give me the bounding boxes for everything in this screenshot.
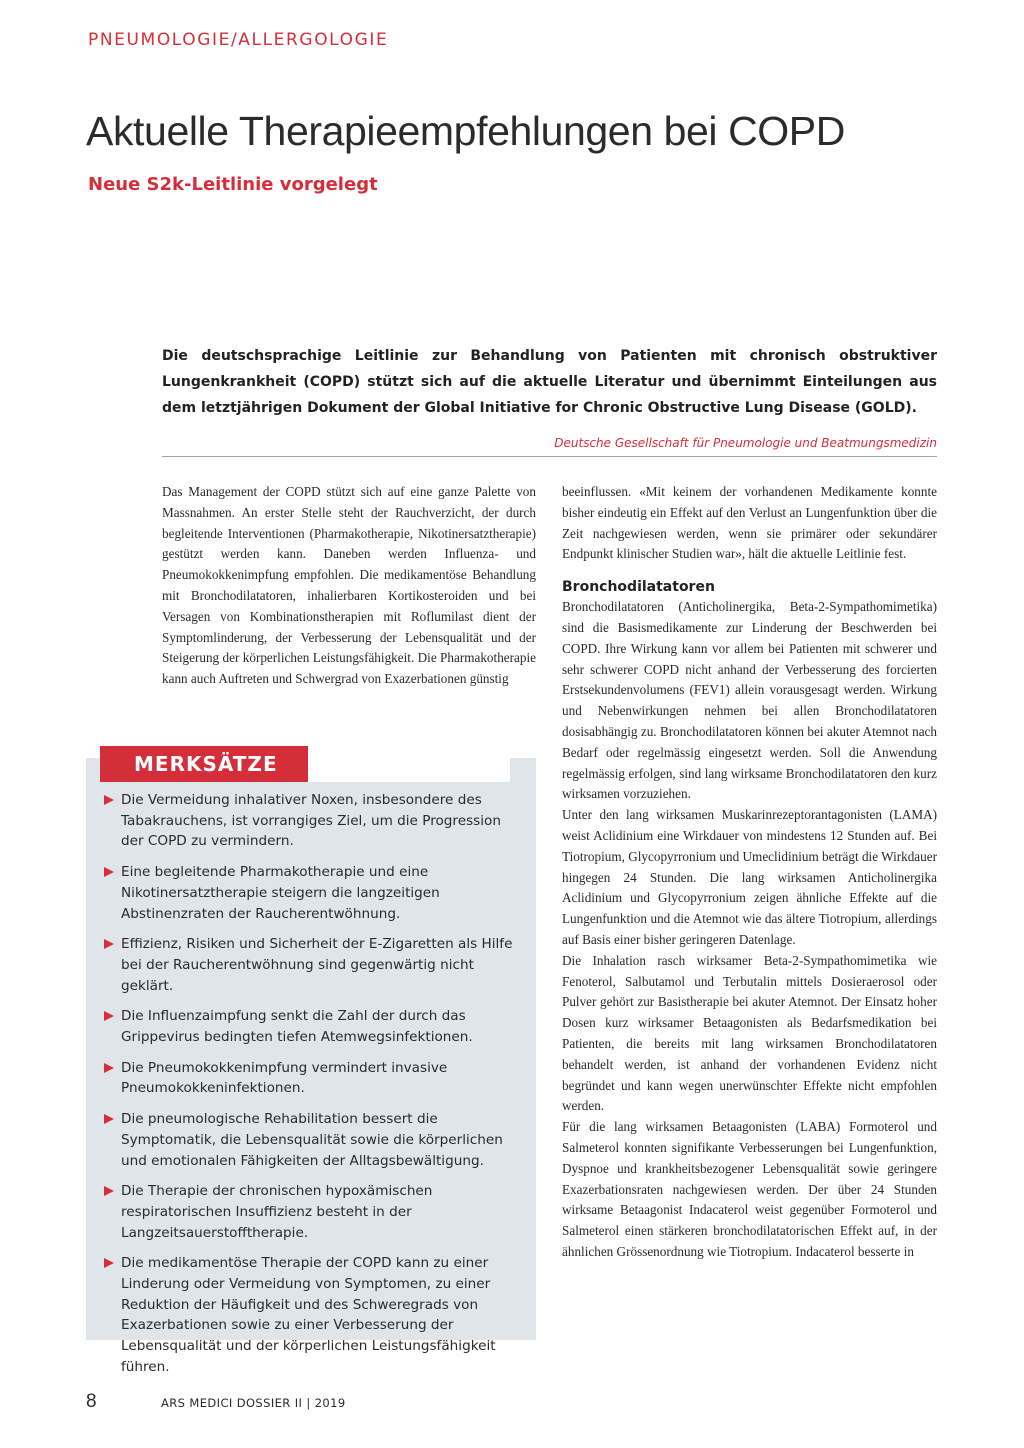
list-item: Effizienz, Risiken und Sicherheit der E-Zigaretten als Hilfe bei der Raucherentwöhnung sind gegenwärtig nicht geklärt. xyxy=(104,934,524,996)
list-item: Die Pneumokokkenimpfung vermindert invasive Pneumokokkeninfektionen. xyxy=(104,1058,524,1099)
list-item: Die medikamentöse Therapie der COPD kann zu einer Linderung oder Vermeidung von Symptomen, zu einer Reduktion der Häufigkeit und des Schweregrads von Exazerbationen sowie zu einer Verbesserung der Lebensqualität und der körperlichen Leistungsfähigkeit führen. xyxy=(104,1253,524,1377)
merksaetze-list xyxy=(104,790,524,1388)
triangle-bullet-icon xyxy=(104,795,114,805)
body-paragraph: beeinflussen. «Mit keinem der vorhandenen Medikamente konnte bisher eindeutig ein Effekt auf den Verlust an Lungenfunktion über die Zeit nachgewiesen werden, wenn sie primärer oder sekundärer Endpunkt klinischer Studien war», hält die aktuelle Leitlinie fest. xyxy=(562,484,937,562)
triangle-bullet-icon xyxy=(104,1186,114,1196)
triangle-bullet-icon xyxy=(104,867,114,877)
divider xyxy=(162,456,937,457)
list-item: Die Therapie der chronischen hypoxämischen respiratorischen Insuffizienz besteht in der Langzeitsauerstofftherapie. xyxy=(104,1181,524,1243)
lead-source: Deutsche Gesellschaft für Pneumologie und Beatmungsmedizin xyxy=(554,436,937,450)
body-paragraph: Für die lang wirksamen Betaagonisten (LABA) Formoterol und Salmeterol konnten signifikante Verbesserungen bei Lungenfunktion, Dyspnoe und krankheitsbezogener Lebensqualität sowie geringere Exazerbationsraten nachgewiesen werden. Der über 24 Stunden wirksame Betaagonist Indacaterol weist gegenüber Formoterol und Salmeterol einen stärkeren bronchodilatatorischen Effekt auf, in der ähnlichen Grössenordnung wie Tiotropium. Indacaterol besserte in xyxy=(562,1119,937,1259)
section-heading: Bronchodilatatoren xyxy=(562,579,715,596)
section-label: PNEUMOLOGIE/ALLERGOLOGIE xyxy=(88,30,389,50)
body-paragraph: Bronchodilatatoren (Anticholinergika, Beta-2-Sympathomimetika) sind die Basismedikamente zur Linderung der Beschwerden bei COPD. Ihre Wirkung kann vor allem bei Patienten mit schwerer und sehr schwerer COPD nicht anhand der Verbesserung des forcierten Erstsekundenvolumens (FEV1) allein vorausgesagt werden. Wirkung und Nebenwirkungen nehmen bei allen Bronchodilatatoren dosisabhängig zu. Bronchodilatatoren können bei akuter Atemnot nach Bedarf oder regelmässig eingesetzt werden. Soll die Anwendung regelmässig erfolgen, sind lang wirksame Bronchodilatatoren den kurz wirksamen vorzuziehen. xyxy=(562,599,937,802)
list-item: Die Influenzaimpfung senkt die Zahl der durch das Grippevirus bedingten tiefen Atemwegsinfektionen. xyxy=(104,1006,524,1047)
triangle-bullet-icon xyxy=(104,939,114,949)
left-column xyxy=(162,482,536,690)
list-item: Eine begleitende Pharmakotherapie und eine Nikotinersatztherapie steigern die langzeitigen Abstinenzraten der Raucherentwöhnung. xyxy=(104,862,524,924)
page-number: 8 xyxy=(86,1391,97,1412)
triangle-bullet-icon xyxy=(104,1063,114,1073)
article-subtitle: Neue S2k-Leitlinie vorgelegt xyxy=(88,174,378,195)
body-paragraph: Die Inhalation rasch wirksamer Beta-2-Sympathomimetika wie Fenoterol, Salbutamol und Terbutalin mittels Dosieraerosol oder Pulver gehört zur Basistherapie bei akuter Atemnot. Der Einsatz hoher Dosen kurz wirksamer Betaagonisten als Bedarfsmedikation bei Patienten, die bereits mit lang wirksamen Bronchodilatatoren behandelt werden, ist anhand der vorhandenen Evidenz nicht begründet und kann wegen unerwünschter Effekte nicht empfohlen werden. xyxy=(562,952,937,1114)
right-column xyxy=(562,482,937,1263)
journal-footer: ARS MEDICI DOSSIER II | 2019 xyxy=(161,1396,346,1410)
list-item: Die pneumologische Rehabilitation bessert die Symptomatik, die Lebensqualität sowie die körperlichen und emotionalen Fähigkeiten der Alltagsbewältigung. xyxy=(104,1109,524,1171)
lead-paragraph: Die deutschsprachige Leitlinie zur Behandlung von Patienten mit chronisch obstruktiver Lungenkrankheit (COPD) stützt sich auf die aktuelle Literatur und übernimmt Einteilungen aus dem letztjährigen Dokument der Global Initiative for Chronic Obstructive Lung Disease (GOLD). xyxy=(162,348,937,416)
body-paragraph: Unter den lang wirksamen Muskarinrezeptorantagonisten (LAMA) weist Aclidinium eine Wirkdauer von mindestens 12 Stunden auf. Bei Tiotropium, Glycopyrronium und Umeclidinium beträgt die Wirkdauer hingegen 24 Stunden. Die lang wirksamen Anticholinergika Aclidinium und Glycopyrronium zeigen ähnliche Effekte auf die Lungenfunktion und die Atemnot wie das ältere Tiotropium, allerdings auf Basis einer bisher geringeren Datenlage. xyxy=(562,807,937,947)
triangle-bullet-icon xyxy=(104,1114,114,1124)
article-title: Aktuelle Therapieempfehlungen bei COPD xyxy=(86,108,845,154)
triangle-bullet-icon xyxy=(104,1258,114,1268)
triangle-bullet-icon xyxy=(104,1011,114,1021)
list-item: Die Vermeidung inhalativer Noxen, insbesondere des Tabakrauchens, ist vorrangiges Ziel, um die Progression der COPD zu vermindern. xyxy=(104,790,524,852)
body-paragraph: Das Management der COPD stützt sich auf eine ganze Palette von Massnahmen. An erster Stelle steht der Rauchverzicht, der durch begleitende Interventionen (Pharmakotherapie, Nikotinersatztherapie) gestützt werden kann. Daneben werden Influenza- und Pneumokokkenimpfung empfohlen. Die medikamentöse Behandlung mit Bronchodilatatoren, inhalierbaren Kortikosteroiden und bei Versagen von Kombinationstherapien mit Roflumilast dient der Symptomlinderung, der Verbesserung der Lebensqualität und der Steigerung der körperlichen Leistungsfähigkeit. Die Pharmakotherapie kann auch Auftreten und Schwergrad von Exazerbationen günstig xyxy=(162,484,536,687)
merksaetze-title: MERKSÄTZE xyxy=(100,746,308,782)
